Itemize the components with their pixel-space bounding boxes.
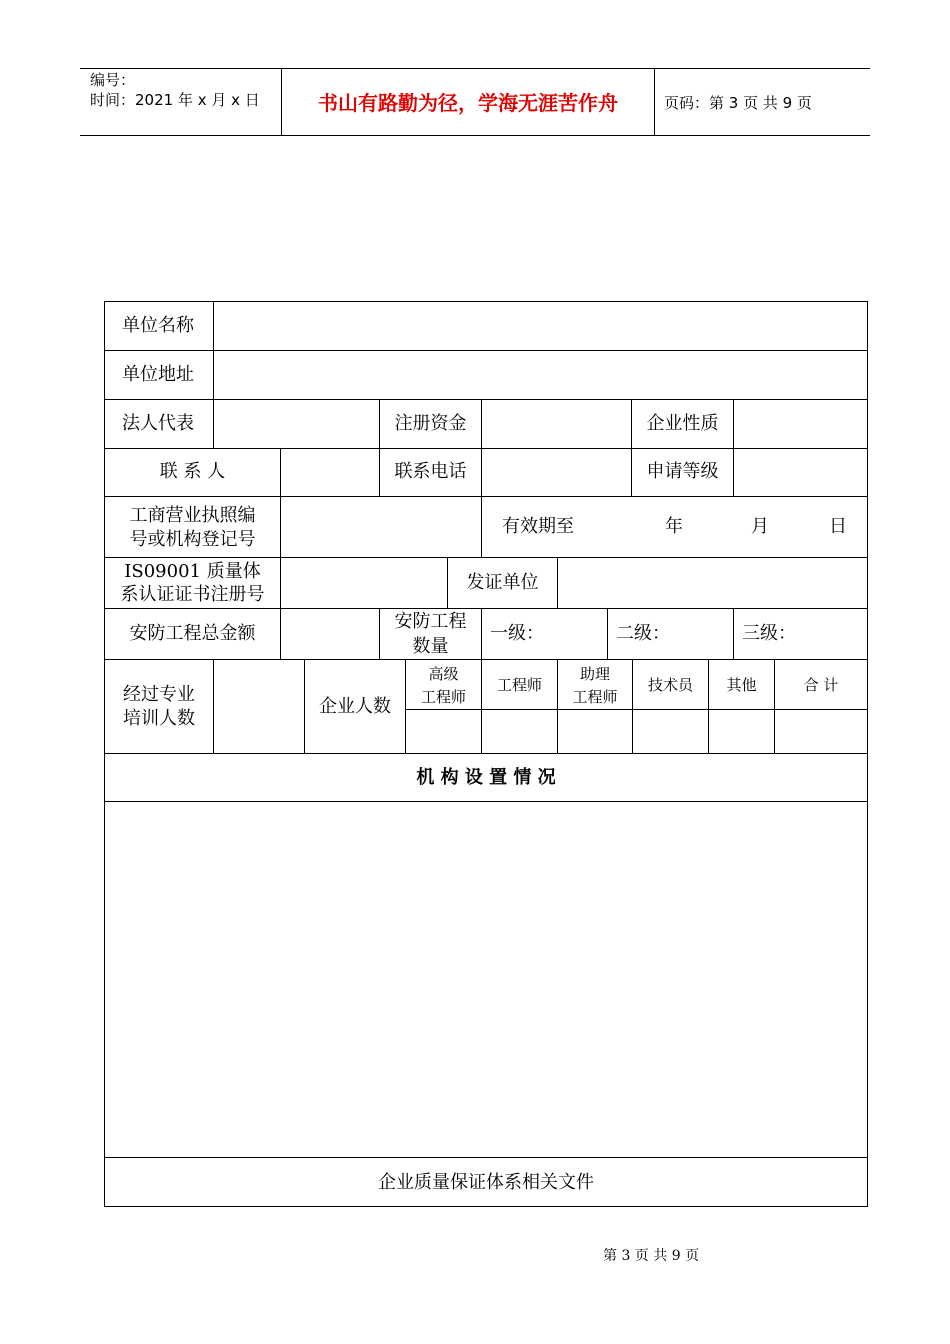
iso-label-line1: IS09001 质量体 xyxy=(124,561,261,582)
trained-label-line1: 经过专业 xyxy=(123,684,195,705)
total-label: 合 计 xyxy=(803,676,839,694)
iso-cert-field[interactable] xyxy=(281,558,447,608)
license-label-line2: 号或机构登记号 xyxy=(129,529,256,550)
contact-label: 联 系 人 xyxy=(159,461,226,482)
senior-engineer-label-line2: 工程师 xyxy=(420,688,466,706)
legal-rep-label: 法人代表 xyxy=(122,413,194,434)
trained-count-field[interactable] xyxy=(214,660,304,753)
reg-capital-field[interactable] xyxy=(482,400,631,448)
year-label: 年 xyxy=(665,516,683,537)
unit-address-field[interactable] xyxy=(214,351,867,399)
apply-level-label: 申请等级 xyxy=(646,461,719,482)
security-count-label-line2: 数量 xyxy=(412,636,449,657)
unit-name-label: 单位名称 xyxy=(122,315,194,336)
contact-field[interactable] xyxy=(281,449,379,496)
level3-label: 三级： xyxy=(742,623,796,644)
org-setup-field[interactable] xyxy=(105,802,867,1157)
assistant-engineer-label-line2: 工程师 xyxy=(572,688,618,706)
other-label: 其他 xyxy=(726,676,757,694)
enterprise-nature-label: 企业性质 xyxy=(646,413,719,434)
valid-until-label: 有效期至 xyxy=(502,516,574,537)
engineer-count-field[interactable] xyxy=(482,710,557,753)
document-number-label: 编号： xyxy=(90,71,136,89)
security-total-label: 安防工程总金额 xyxy=(129,623,256,644)
unit-address-label: 单位地址 xyxy=(122,364,194,385)
senior-engineer-label-line1: 高级 xyxy=(428,665,459,683)
reg-capital-label: 注册资金 xyxy=(394,413,467,434)
legal-rep-field[interactable] xyxy=(214,400,379,448)
security-count-label-line1: 安防工程 xyxy=(394,611,467,632)
issuer-label: 发证单位 xyxy=(466,572,539,593)
unit-name-field[interactable] xyxy=(214,302,867,350)
level2-label: 二级： xyxy=(616,623,670,644)
issuer-field[interactable] xyxy=(558,558,867,608)
engineer-label: 工程师 xyxy=(496,676,542,694)
level1-label: 一级： xyxy=(490,623,544,644)
header-motto: 书山有路勤为径，学海无涯苦作舟 xyxy=(318,91,618,115)
header-top-rule xyxy=(80,68,870,69)
footer-page-number: 第 3 页 共 9 页 xyxy=(603,1248,700,1264)
apply-level-field[interactable] xyxy=(734,449,867,496)
total-count-field[interactable] xyxy=(775,710,867,753)
iso-label-line2: 系认证证书注册号 xyxy=(120,584,265,605)
org-setup-heading: 机 构 设 置 情 况 xyxy=(416,767,556,788)
other-count-field[interactable] xyxy=(709,710,774,753)
license-label-line1: 工商营业执照编 xyxy=(129,505,256,526)
header-divider xyxy=(654,68,655,136)
security-total-field[interactable] xyxy=(281,609,379,659)
technician-count-field[interactable] xyxy=(633,710,708,753)
contact-phone-field[interactable] xyxy=(482,449,631,496)
quality-docs-heading: 企业质量保证体系相关文件 xyxy=(378,1172,594,1193)
month-label: 月 xyxy=(751,516,769,537)
header-bottom-rule xyxy=(80,135,870,136)
day-label: 日 xyxy=(829,516,847,537)
assistant-engineer-count-field[interactable] xyxy=(558,710,632,753)
senior-engineer-count-field[interactable] xyxy=(406,710,481,753)
contact-phone-label: 联系电话 xyxy=(394,461,467,482)
technician-label: 技术员 xyxy=(647,676,693,694)
header-page-label: 页码：第 3 页 共 9 页 xyxy=(664,94,812,112)
enterprise-nature-field[interactable] xyxy=(734,400,867,448)
license-number-field[interactable] xyxy=(281,497,481,557)
assistant-engineer-label-line1: 助理 xyxy=(579,665,610,683)
document-time-label: 时间：2021 年 x 月 x 日 xyxy=(90,91,260,109)
trained-label-line2: 培训人数 xyxy=(123,708,195,729)
staff-count-label: 企业人数 xyxy=(319,696,391,717)
